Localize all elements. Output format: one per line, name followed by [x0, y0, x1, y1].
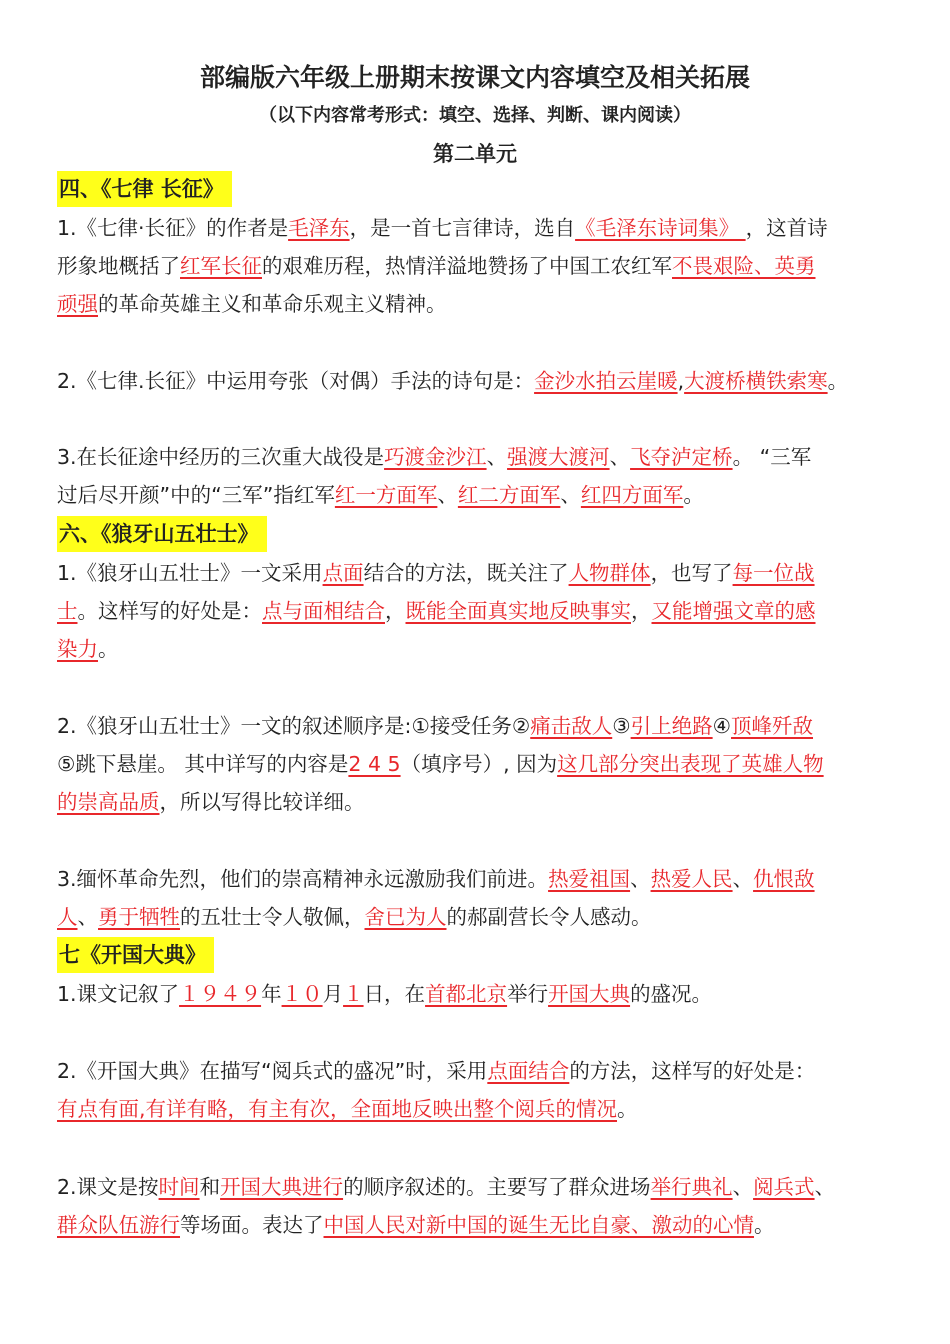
paragraph-line — [57, 362, 907, 400]
answer-blank: 热爱祖国 — [548, 867, 631, 891]
paragraph-line — [57, 592, 907, 630]
paragraph-line — [57, 898, 907, 936]
answer-blank: 毛泽东 — [288, 216, 350, 240]
text-run: 的五壮士令人敬佩， — [180, 905, 365, 929]
answer-blank: 2 4 5 — [348, 752, 401, 776]
paragraph — [57, 209, 907, 323]
answer-blank: 红一方面军 — [334, 483, 438, 507]
answer-blank: 阅兵式 — [753, 1175, 815, 1199]
text-run: 2.《七律.长征》中运用夸张（对偶）手法的诗句是： — [57, 369, 535, 393]
answer-blank: 举行典礼 — [650, 1175, 733, 1199]
paragraph-line — [57, 209, 907, 247]
text-run: 日，在 — [363, 982, 426, 1006]
paragraph-line — [57, 707, 907, 745]
document-subtitle: （以下内容常考形式：填空、选择、判断、课内阅读） — [259, 105, 691, 126]
text-run: 、 — [732, 1175, 754, 1199]
text-run: 、 — [630, 867, 651, 891]
text-run: 3.在长征途中经历的三次重大战役是 — [57, 445, 385, 469]
text-run: ④ — [712, 714, 732, 738]
text-run: 1.《七律·长征》的作者是 — [57, 216, 289, 240]
answer-blank: 红二方面军 — [457, 483, 561, 507]
paragraph-line — [57, 1206, 907, 1244]
paragraph — [57, 362, 907, 400]
text-run: 、 — [609, 445, 631, 469]
text-run: 的盛况。 — [630, 982, 713, 1006]
answer-blank: 既能全面真实地反映事实 — [405, 599, 631, 623]
paragraph-line — [57, 975, 907, 1013]
paragraph — [57, 1052, 907, 1128]
answer-blank: 这几部分突出表现了英雄人物 — [557, 752, 824, 776]
answer-blank: 仇恨敌 — [753, 867, 815, 891]
text-run: 。 “三军 — [732, 445, 812, 469]
answer-blank: 点面结合 — [487, 1059, 570, 1083]
answer-blank: 有点有面,有详有略，有主有次，全面地反映出整个阅兵的情况 — [57, 1097, 618, 1121]
text-run: 过后尽开颜”中的“三军”指红军 — [57, 483, 335, 507]
paragraph-line — [57, 285, 907, 323]
paragraph-line — [57, 1052, 907, 1090]
text-run: ，是一首七言律诗，选自 — [349, 216, 576, 240]
text-run: （填序号）, 因为 — [400, 752, 558, 776]
text-run: 、 — [560, 483, 581, 507]
answer-blank: 大渡桥横铁索寒 — [684, 369, 828, 393]
text-run: ， — [385, 599, 406, 623]
answer-blank: 群众队伍游行 — [57, 1213, 180, 1237]
paragraph-line — [57, 630, 907, 668]
text-run: 、 — [77, 905, 98, 929]
text-run: 2.《狼牙山五壮士》一文的叙述顺序是:①接受任务② — [57, 714, 531, 738]
text-run: , — [677, 369, 685, 393]
answer-blank: 士 — [57, 599, 78, 623]
answer-blank: 点面 — [322, 561, 364, 585]
answer-blank: 飞夺泸定桥 — [630, 445, 733, 469]
paragraph-line — [57, 1090, 907, 1128]
text-run: ，也写了 — [650, 561, 733, 585]
paragraph-line — [57, 476, 907, 514]
answer-blank: 染力 — [57, 637, 98, 661]
answer-blank: 时间 — [158, 1175, 200, 1199]
text-run: 结合的方法，既关注了 — [363, 561, 569, 585]
text-run: 。 — [683, 483, 704, 507]
answer-blank: 点与面相结合 — [262, 599, 385, 623]
text-run: 举行 — [507, 982, 549, 1006]
answer-blank: 勇于牺牲 — [98, 905, 180, 929]
answer-blank: 金沙水拍云崖暖 — [534, 369, 678, 393]
text-run: 年 — [261, 982, 282, 1006]
answer-blank: 强渡大渡河 — [507, 445, 610, 469]
text-run: 、 — [814, 1175, 836, 1199]
text-run: 等场面。表达了 — [180, 1213, 324, 1237]
answer-blank: 人物群体 — [568, 561, 651, 585]
answer-blank: １９４９ — [179, 982, 262, 1006]
paragraph-line — [57, 860, 907, 898]
text-run: 。 — [827, 369, 849, 393]
paragraph-line — [57, 1168, 907, 1206]
text-run: 。 — [98, 637, 119, 661]
paragraph-line — [57, 745, 907, 783]
text-run: ③ — [612, 714, 631, 738]
paragraph-line — [57, 783, 907, 821]
text-run: 月 — [322, 982, 344, 1006]
section-heading-changzheng: 四、《七律 长征》 — [57, 171, 232, 207]
paragraph — [57, 975, 907, 1013]
text-run: 2.《开国大典》在描写“阅兵式的盛况”时，采用 — [57, 1059, 488, 1083]
text-run: 的方法，这样写的好处是： — [569, 1059, 816, 1083]
answer-blank: 的崇高品质 — [57, 790, 160, 814]
text-run: ，所以写得比较详细。 — [159, 790, 365, 814]
answer-blank: １ — [343, 982, 364, 1006]
text-run: 、 — [732, 867, 754, 891]
text-run: 的艰难历程，热情洋溢地赞扬了中国工农红军 — [262, 254, 672, 278]
text-run: 、 — [437, 483, 458, 507]
answer-blank: 开国大典 — [548, 982, 631, 1006]
text-run: ⑤跳下悬崖。 其中详写的内容是 — [57, 752, 349, 776]
answer-blank: 引上绝路 — [630, 714, 713, 738]
answer-blank: 热爱人民 — [650, 867, 733, 891]
text-run: 、 — [486, 445, 508, 469]
answer-blank: １０ — [281, 982, 323, 1006]
paragraph — [57, 554, 907, 668]
text-run: 2.课文是按 — [57, 1175, 159, 1199]
text-run: 和 — [199, 1175, 221, 1199]
paragraph-line — [57, 438, 907, 476]
answer-blank: 痛击敌人 — [530, 714, 613, 738]
paragraph-line — [57, 554, 907, 592]
answer-blank: 巧渡金沙江 — [384, 445, 487, 469]
paragraph — [57, 438, 907, 514]
text-run: 的顺序叙述的。主要写了群众进场 — [343, 1175, 651, 1199]
text-run: ， — [631, 599, 652, 623]
answer-blank: 红四方面军 — [580, 483, 684, 507]
answer-blank: 红军长征 — [180, 254, 262, 278]
answer-blank: 开国大典进行 — [220, 1175, 344, 1199]
unit-heading: 第二单元 — [433, 142, 517, 166]
text-run: 的郝副营长令人感动。 — [446, 905, 652, 929]
paragraph — [57, 860, 907, 936]
text-run: 。这样写的好处是： — [77, 599, 262, 623]
answer-blank: 不畏艰险、英勇 — [672, 254, 816, 278]
text-run: 3.缅怀革命先烈，他们的崇高精神永远激励我们前进。 — [57, 867, 549, 891]
text-run: ，这首诗 — [745, 216, 828, 240]
paragraph-line — [57, 247, 907, 285]
text-run: 的革命英雄主义和革命乐观主义精神。 — [98, 292, 447, 316]
answer-blank: 首都北京 — [425, 982, 508, 1006]
answer-blank: 《毛泽东诗词集》 — [575, 216, 746, 240]
text-run: 1.《狼牙山五壮士》一文采用 — [57, 561, 323, 585]
text-run: 形象地概括了 — [57, 254, 180, 278]
answer-blank: 人 — [57, 905, 78, 929]
answer-blank: 中国人民对新中国的诞生无比自豪、激动的心情 — [323, 1213, 754, 1237]
answer-blank: 顽强 — [57, 292, 98, 316]
answer-blank: 顶峰歼敌 — [731, 714, 814, 738]
answer-blank: 舍已为人 — [364, 905, 447, 929]
answer-blank: 每一位战 — [732, 561, 815, 585]
text-run: 。 — [617, 1097, 638, 1121]
section-heading-kaiguodadian: 七《开国大典》 — [57, 937, 214, 973]
answer-blank: 又能增强文章的感 — [651, 599, 816, 623]
paragraph — [57, 707, 907, 821]
section-heading-langyashan: 六、《狼牙山五壮士》 — [57, 516, 267, 552]
text-run: 1.课文记叙了 — [57, 982, 180, 1006]
text-run: 。 — [754, 1213, 775, 1237]
document-title: 部编版六年级上册期末按课文内容填空及相关拓展 — [199, 63, 750, 92]
paragraph — [57, 1168, 907, 1244]
